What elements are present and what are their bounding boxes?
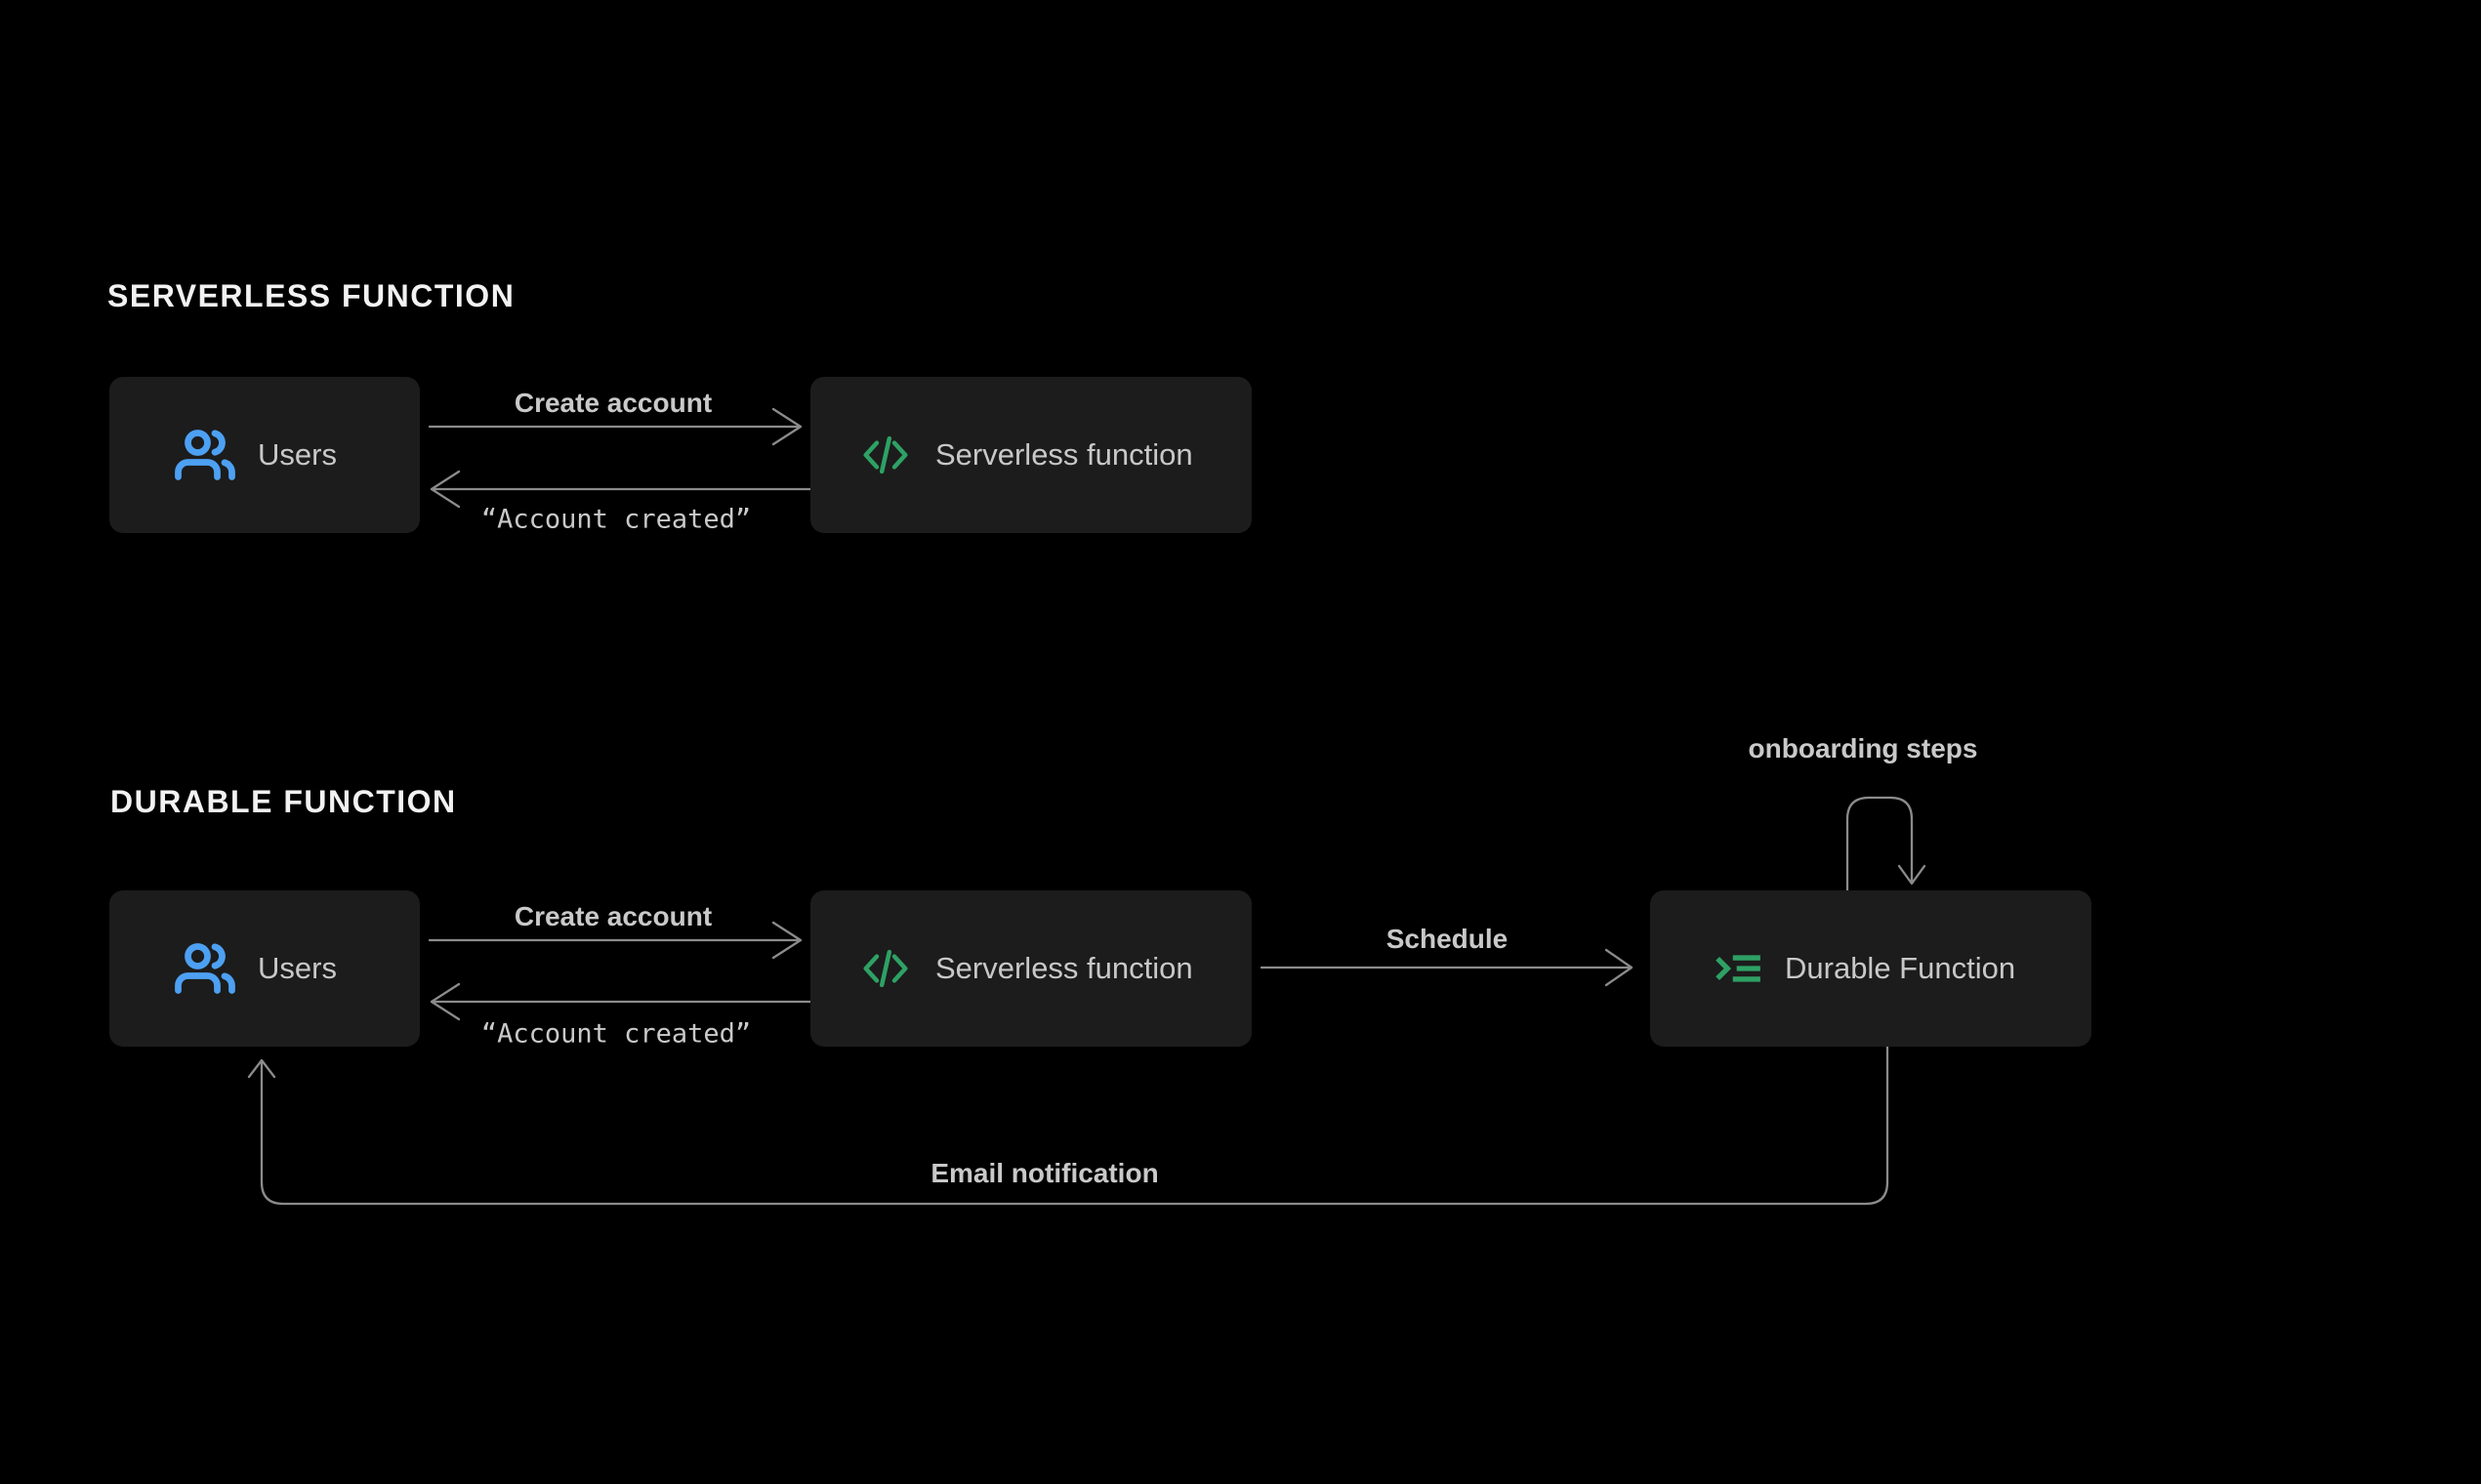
node-label: Serverless function	[935, 951, 1193, 985]
users-node-durable	[109, 890, 420, 1047]
users-icon	[174, 939, 236, 998]
edge-label-account-created-durable: “Account created”	[480, 1018, 752, 1050]
account-created-arrow-serverless	[432, 472, 810, 507]
edge-label-create-account-durable: Create account	[514, 901, 713, 931]
edge-label-account-created-serverless: “Account created”	[480, 504, 752, 535]
serverless-function-node-2	[810, 890, 1252, 1047]
node-label: Durable Function	[1785, 951, 2016, 985]
onboarding-loop-arrow	[1847, 798, 1924, 890]
section-title-durable: DURABLE FUNCTION	[110, 784, 457, 819]
account-created-arrow-durable	[432, 984, 810, 1019]
users-node-serverless	[109, 377, 420, 533]
node-label: Serverless function	[935, 437, 1193, 472]
code-icon	[859, 429, 912, 481]
node-label: Users	[258, 951, 337, 985]
schedule-arrow	[1261, 950, 1632, 985]
terminal-list-icon	[1715, 952, 1763, 985]
serverless-function-node-1	[810, 377, 1252, 533]
section-title-serverless: SERVERLESS FUNCTION	[107, 278, 516, 313]
node-label: Users	[258, 437, 337, 472]
edge-label-schedule: Schedule	[1385, 924, 1509, 954]
durable-function-node	[1650, 890, 2091, 1047]
edge-label-email-notification: Email notification	[930, 1158, 1159, 1188]
code-icon	[859, 942, 912, 995]
edge-label-create-account-serverless: Create account	[514, 388, 713, 418]
edge-label-onboarding-steps: onboarding steps	[1748, 733, 1978, 763]
users-icon	[174, 426, 236, 484]
